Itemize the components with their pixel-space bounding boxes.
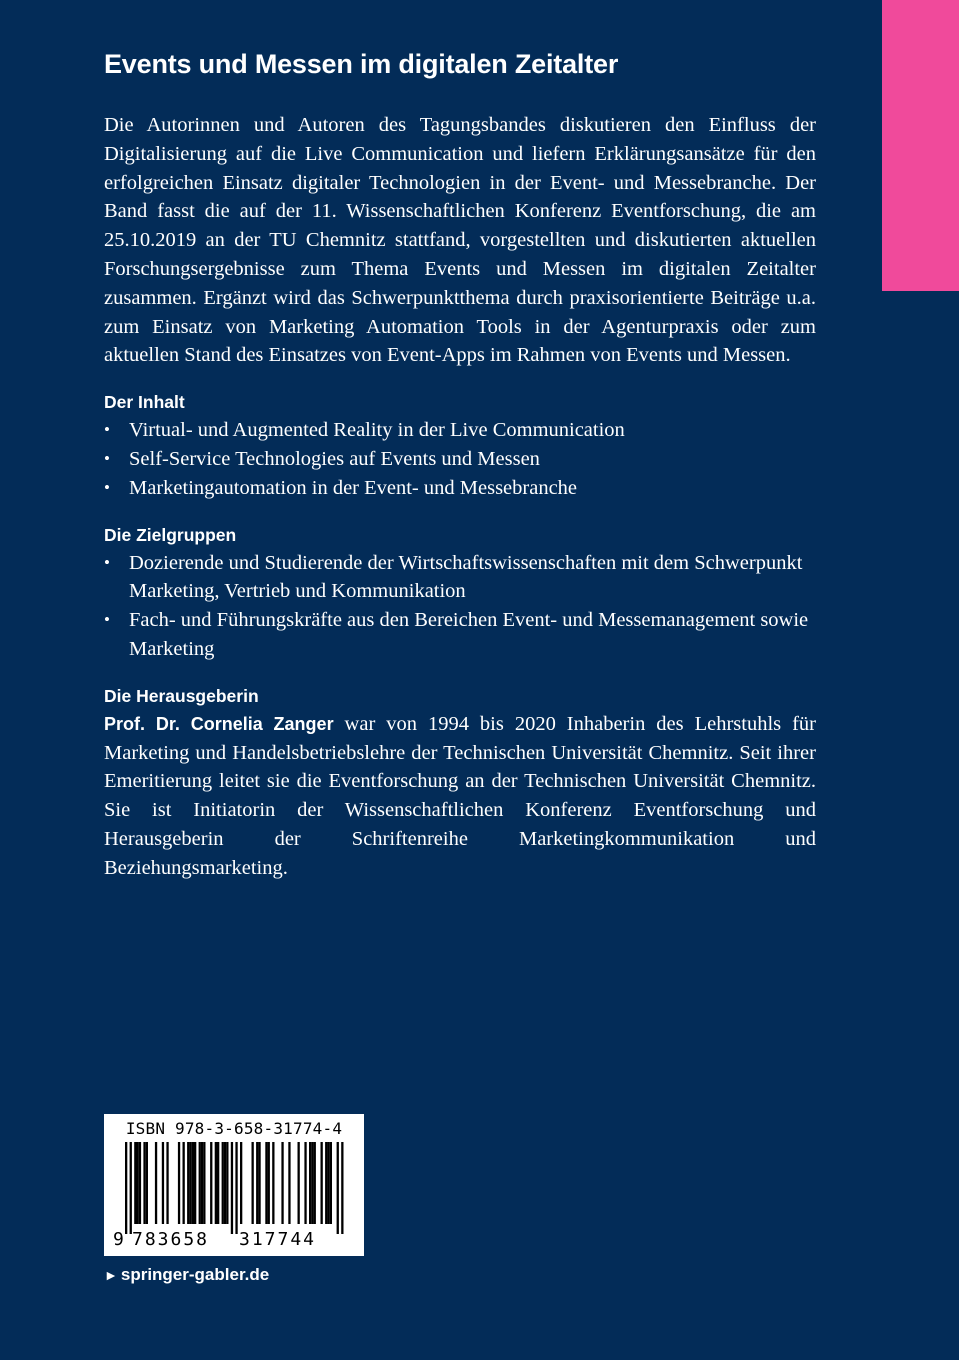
barcode-bar xyxy=(210,1142,212,1224)
barcode-bars xyxy=(116,1142,352,1234)
barcode-bar xyxy=(256,1142,258,1224)
barcode-bar xyxy=(155,1142,157,1224)
contents-item: • Marketingautomation in der Event- und Messebranche xyxy=(104,474,816,503)
barcode-bar xyxy=(252,1142,254,1224)
audience-item: • Fach- und Führungskräfte aus den Bereichen Event- und Messemanagement sowie Marketing xyxy=(104,606,816,664)
editor-bio-text: war von 1994 bis 2020 Inhaberin des Lehrstuhls für Marketing und Handelsbetriebslehre der Technischen Universität Chemnitz. Seit ihrer Emeritierung leitet sie die Eventforschung an der Technischen Universität Chemnitz. Sie ist Initiatorin der Wissenschaftlichen Konferenz Eventforschung und Herausgeberin der Schriftenreihe Marketingkommunikation und Beziehungsmarketing. xyxy=(104,712,817,879)
barcode-bar xyxy=(272,1142,274,1224)
barcode-bar xyxy=(330,1142,332,1224)
editor-name: Prof. Dr. Cornelia Zanger xyxy=(104,713,334,734)
barcode-bar xyxy=(203,1142,205,1224)
editor-bio xyxy=(104,710,816,883)
barcode-first-digit: 9 xyxy=(113,1229,124,1250)
barcode-bar xyxy=(265,1142,267,1224)
contents-item: • Self-Service Technologies auf Events und Messen xyxy=(104,445,816,474)
audience-list xyxy=(104,549,816,664)
back-cover-content xyxy=(104,111,816,883)
barcode-bar xyxy=(240,1142,242,1224)
barcode-bar xyxy=(134,1142,136,1224)
pink-accent-tab xyxy=(882,0,959,291)
barcode-bar xyxy=(166,1142,168,1224)
book-title: Events und Messen im digitalen Zeitalter xyxy=(104,49,619,79)
barcode-bar xyxy=(224,1142,226,1224)
barcode-guard-bar xyxy=(235,1142,237,1234)
barcode-left-digits: 783658 xyxy=(132,1229,210,1250)
isbn-label: ISBN 978-3-658-31774-4 xyxy=(125,1119,343,1138)
barcode-bar xyxy=(304,1142,306,1224)
arrow-right-icon: ► xyxy=(104,1267,118,1283)
barcode-bar xyxy=(143,1142,145,1224)
barcode-bar xyxy=(309,1142,311,1224)
barcode-bar xyxy=(199,1142,201,1224)
isbn-barcode xyxy=(104,1114,364,1256)
barcode-guard-bar xyxy=(130,1142,132,1234)
barcode-guard-bar xyxy=(341,1142,343,1234)
audience-item: • Dozierende und Studierende der Wirtschaftswissenschaften mit dem Schwerpunkt Marketing, Vertrieb und Kommunikation xyxy=(104,549,816,607)
barcode-bar xyxy=(298,1142,300,1224)
audience-heading: Die Zielgruppen xyxy=(104,524,237,545)
barcode-bar xyxy=(139,1142,141,1224)
contents-list xyxy=(104,416,816,502)
barcode-bar xyxy=(321,1142,323,1224)
editor-heading: Die Herausgeberin xyxy=(104,685,259,706)
barcode-bar xyxy=(222,1142,224,1224)
barcode-bar xyxy=(178,1142,180,1224)
barcode-bar xyxy=(226,1142,228,1224)
barcode-bar xyxy=(327,1142,329,1224)
barcode-bar xyxy=(311,1142,313,1224)
barcode-guard-bar xyxy=(125,1142,127,1234)
barcode-bar xyxy=(194,1142,196,1224)
barcode-bar xyxy=(215,1142,217,1224)
barcode-digits xyxy=(104,1228,364,1252)
barcode-bar xyxy=(217,1142,219,1224)
barcode-bar xyxy=(189,1142,191,1224)
barcode-bar xyxy=(325,1142,327,1224)
barcode-bar xyxy=(288,1142,290,1224)
barcode-bar xyxy=(183,1142,185,1224)
barcode-bar xyxy=(314,1142,316,1224)
barcode-right-digits: 317744 xyxy=(239,1229,317,1250)
website-link[interactable]: springer-gabler.de xyxy=(120,1265,270,1284)
barcode-bar xyxy=(258,1142,260,1224)
barcode-bar xyxy=(146,1142,148,1224)
barcode-guard-bar xyxy=(231,1142,233,1234)
barcode-bar xyxy=(192,1142,194,1224)
barcode-guard-bar xyxy=(337,1142,339,1234)
contents-heading: Der Inhalt xyxy=(104,392,185,413)
publisher-website[interactable] xyxy=(104,1263,269,1287)
barcode-bar xyxy=(137,1142,139,1224)
description-paragraph: Die Autorinnen und Autoren des Tagungsbandes diskutieren den Einfluss der Digitalisierung auf die Live Communication und liefern Erklärungsansätze für den erfolgreichen Einsatz digitaler Technologien in der Event- und Messebranche. Der Band fasst die auf der 11. Wissenschaftlichen Konferenz Eventforschung, die am 25.10.2019 an der TU Chemnitz stattfand, vorgestellten und diskutierten aktuellen Forschungsergebnisse zum Thema Events und Messen im digitalen Zeitalter zusammen. Ergänzt wird das Schwerpunktthema durch praxisorientierte Beiträge u.a. zum Einsatz von Marketing Automation Tools in der Agenturpraxis oder zum aktuellen Stand des Einsatzes von Event-Apps im Rahmen von Events und Messen. xyxy=(104,114,816,367)
barcode-bar xyxy=(281,1142,283,1224)
barcode-bar xyxy=(162,1142,164,1224)
barcode-bar xyxy=(268,1142,270,1224)
barcode-bar xyxy=(187,1142,189,1224)
contents-item: • Virtual- und Augmented Reality in der Live Communication xyxy=(104,416,816,445)
barcode-bar xyxy=(201,1142,203,1224)
